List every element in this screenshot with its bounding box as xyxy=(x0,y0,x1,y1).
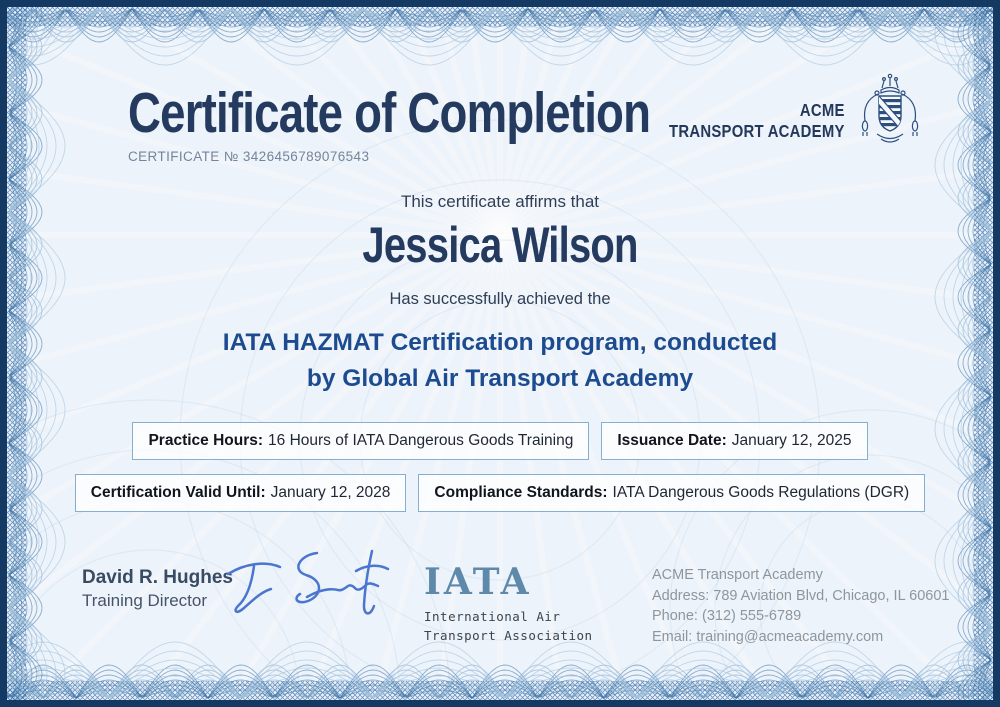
certificate-number: CERTIFICATE № 3426456789076543 xyxy=(128,148,370,164)
detail-compliance-standards: Compliance Standards: IATA Dangerous Goods Regulations (DGR) xyxy=(418,474,925,512)
program-title: IATA HAZMAT Certification program, conducted by Global Air Transport Academy xyxy=(222,329,778,392)
signatory-title: Training Director xyxy=(82,590,208,610)
iata-block xyxy=(424,561,593,646)
contact-phone: Phone: (312) 555-6789 xyxy=(652,608,802,625)
detail-practice-hours: Practice Hours: 16 Hours of IATA Dangerous Goods Training xyxy=(132,422,589,460)
contact-email: Email: training@acmeacademy.com xyxy=(652,628,884,645)
contact-name: ACME Transport Academy xyxy=(652,567,823,583)
academy-name: ACME TRANSPORT ACADEMY xyxy=(669,100,845,141)
page-title: Certificate of Completion xyxy=(128,81,651,145)
detail-issuance-date: Issuance Date: January 12, 2025 xyxy=(601,422,867,460)
details-row-1 xyxy=(0,422,1000,460)
signatory-block xyxy=(82,567,233,612)
signature-handwriting xyxy=(220,542,398,626)
signatory-name: David R. Hughes xyxy=(82,567,233,588)
iata-subtext: International Air Transport Association xyxy=(424,609,593,644)
details-row-2 xyxy=(0,474,1000,512)
achievement-intro-text: Has successfully achieved the xyxy=(389,290,611,308)
academy-crest-icon xyxy=(855,72,925,150)
iata-logo: IATA xyxy=(424,561,532,603)
academy-name-block xyxy=(638,100,845,142)
detail-valid-until: Certification Valid Until: January 12, 2028 xyxy=(75,474,407,512)
contact-address: Address: 789 Aviation Blvd, Chicago, IL 60601 xyxy=(652,587,950,604)
contact-block xyxy=(652,565,949,647)
affirmation-text: This certificate affirms that xyxy=(400,192,600,211)
recipient-name: Jessica Wilson xyxy=(362,217,638,273)
